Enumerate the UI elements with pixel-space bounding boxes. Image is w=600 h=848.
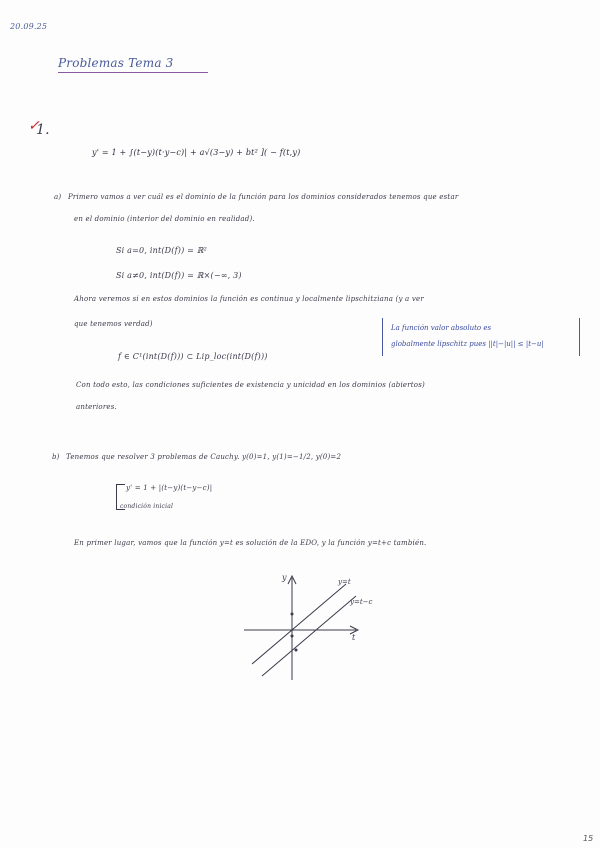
initial-point-2: [291, 635, 294, 638]
conclusion-line-2: anteriores.: [76, 403, 117, 411]
part-a-line-2: en el dominio (interior del dominio en realidad).: [74, 215, 255, 223]
line-y-equals-t-minus-c: [262, 596, 356, 676]
part-a-line-3: Ahora veremos si en estos dominios la función es continua y localmente lipschitziana (y a ver: [74, 295, 424, 303]
line-upper-label: y=t: [338, 578, 351, 586]
ivp-equation: y' = 1 + |(t−y)(t−y−c)|: [126, 484, 213, 492]
part-b-line-1: Tenemos que resolver 3 problemas de Cauchy. y(0)=1, y(1)=−1/2, y(0)=2: [66, 453, 342, 461]
check-mark-icon: ✓: [28, 118, 40, 134]
page-number: 15: [583, 834, 594, 843]
conclusion-line-1: Con todo esto, las condiciones suficientes de existencia y unicidad en los dominios (abiertos): [76, 381, 425, 389]
t-axis-label: t: [352, 633, 356, 642]
part-a-label: a): [54, 193, 62, 201]
exercise-number: 1.: [36, 122, 50, 138]
part-a-line-4: que tenemos verdad): [74, 320, 153, 328]
ivp-condition: condición inicial: [120, 503, 174, 510]
y-axis-label: y: [282, 573, 287, 582]
domain-case-1: Si a=0, int(D(f)) = ℝ²: [116, 246, 208, 255]
regularity-statement: f ∈ C¹(int(D(f))) ⊂ Lip_loc(int(D(f))): [118, 352, 268, 361]
domain-case-2: Si a≠0, int(D(f)) = ℝ×(−∞, 3): [116, 271, 242, 280]
part-b-label: b): [52, 453, 60, 461]
initial-point-3: [295, 649, 298, 652]
page-title: Problemas Tema 3: [58, 56, 174, 70]
remark-line-2: globalmente lipschitz pues ||t|−|u|| ≤ |t−u|: [391, 340, 544, 348]
remark-line-1: La función valor absoluto es: [391, 324, 492, 332]
ode-equation: y' = 1 + ∫(t−y)(t·y−c)| + a√(3−y) + bt² ]( − f(t,y): [92, 148, 301, 157]
line-y-equals-t: [252, 584, 346, 664]
part-b-line-2: En primer lugar, vamos que la función y=t es solución de la EDO, y la función y=t+c también.: [74, 539, 427, 547]
initial-point-1: [291, 613, 294, 616]
part-a-line-1: Primero vamos a ver cuál es el dominio de la función para los dominios considerados tenemos que estar: [68, 193, 459, 201]
date-label: 20.09.25: [10, 22, 48, 31]
line-lower-label: y=t−c: [350, 598, 373, 606]
